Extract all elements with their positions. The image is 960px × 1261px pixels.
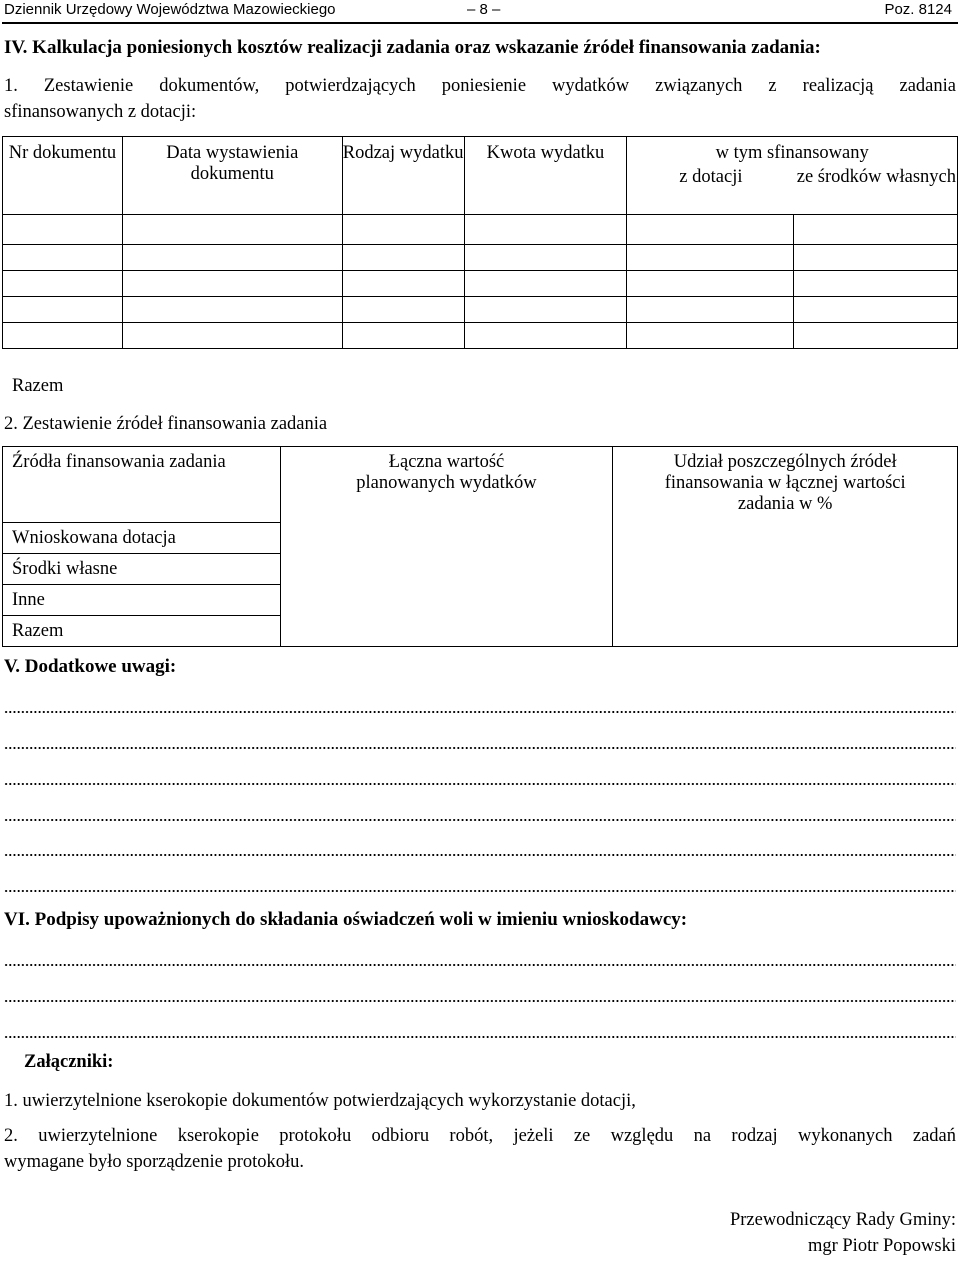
expenses-total-label: Razem bbox=[12, 376, 64, 396]
remarks-dotted-line bbox=[4, 889, 956, 893]
col-header-share: Udział poszczególnych źródeł finansowania w łącznej wartości zadania w % bbox=[613, 447, 958, 647]
table-row bbox=[3, 323, 958, 349]
remarks-dotted-line bbox=[4, 746, 956, 750]
col-header-own: ze środków własnych bbox=[796, 167, 957, 187]
col-header-grant: z dotacji bbox=[679, 167, 743, 187]
col-header-amount: Kwota wydatku bbox=[464, 137, 627, 215]
section-iv-title: IV. Kalkulacja poniesionych kosztów realizacji zadania oraz wskazanie źródeł finansowania zadania: bbox=[4, 37, 821, 58]
expenses-table bbox=[2, 136, 958, 349]
col-header-sources: Źródła finansowania zadania bbox=[3, 447, 281, 523]
table-row bbox=[3, 245, 958, 271]
section-iv-item2: 2. Zestawienie źródeł finansowania zadania bbox=[4, 414, 328, 434]
page-header bbox=[0, 0, 960, 22]
journal-title: Dziennik Urzędowy Województwa Mazowieckiego bbox=[4, 1, 336, 18]
attachment-item-1: 1. uwierzytelnione kserokopie dokumentów potwierdzających wykorzystanie dotacji, bbox=[4, 1091, 636, 1111]
col-header-total: Łączna wartość planowanych wydatków bbox=[280, 447, 613, 647]
col-header-nr: Nr dokumentu bbox=[3, 137, 123, 215]
signature-dotted-line bbox=[4, 963, 956, 967]
remarks-dotted-line bbox=[4, 853, 956, 857]
position-number: Poz. 8124 bbox=[884, 1, 952, 18]
source-row-other: Inne bbox=[3, 585, 281, 616]
source-row-total: Razem bbox=[3, 616, 281, 647]
table-row bbox=[3, 297, 958, 323]
col-header-type: Rodzaj wydatku bbox=[342, 137, 464, 215]
col-header-date: Data wystawienia dokumentu bbox=[122, 137, 342, 215]
remarks-dotted-line bbox=[4, 818, 956, 822]
financing-table bbox=[2, 446, 958, 647]
header-rule bbox=[2, 22, 958, 24]
section-iv-item1-line2: sfinansowanych z dotacji: bbox=[4, 102, 197, 122]
signature-name: mgr Piotr Popowski bbox=[807, 1236, 956, 1256]
signature-dotted-line bbox=[4, 1035, 956, 1039]
attachments-title: Załączniki: bbox=[24, 1052, 114, 1072]
section-v-title: V. Dodatkowe uwagi: bbox=[4, 656, 177, 677]
section-iv-item1-line1: 1. Zestawienie dokumentów, potwierdzających poniesienie wydatków związanych z realizacją zadania bbox=[4, 76, 956, 96]
source-row-own: Środki własne bbox=[3, 554, 281, 585]
table-row bbox=[3, 271, 958, 297]
col-header-financed: w tym sfinansowany z dotacji ze środków własnych bbox=[627, 137, 958, 215]
section-vi-title: VI. Podpisy upoważnionych do składania oświadczeń woli w imieniu wnioskodawcy: bbox=[4, 909, 688, 930]
attachment-item-2-line1: 2. uwierzytelnione kserokopie protokołu odbioru robót, jeżeli ze względu na rodzaj wykonanych zadań bbox=[4, 1126, 956, 1146]
remarks-dotted-line bbox=[4, 782, 956, 786]
page-number: – 8 – bbox=[467, 1, 501, 18]
source-row-grant: Wnioskowana dotacja bbox=[3, 523, 281, 554]
table-row bbox=[3, 215, 958, 245]
remarks-dotted-line bbox=[4, 710, 956, 714]
signature-role: Przewodniczący Rady Gminy: bbox=[729, 1210, 956, 1230]
signature-dotted-line bbox=[4, 999, 956, 1003]
attachment-item-2-line2: wymagane było sporządzenie protokołu. bbox=[4, 1152, 305, 1172]
